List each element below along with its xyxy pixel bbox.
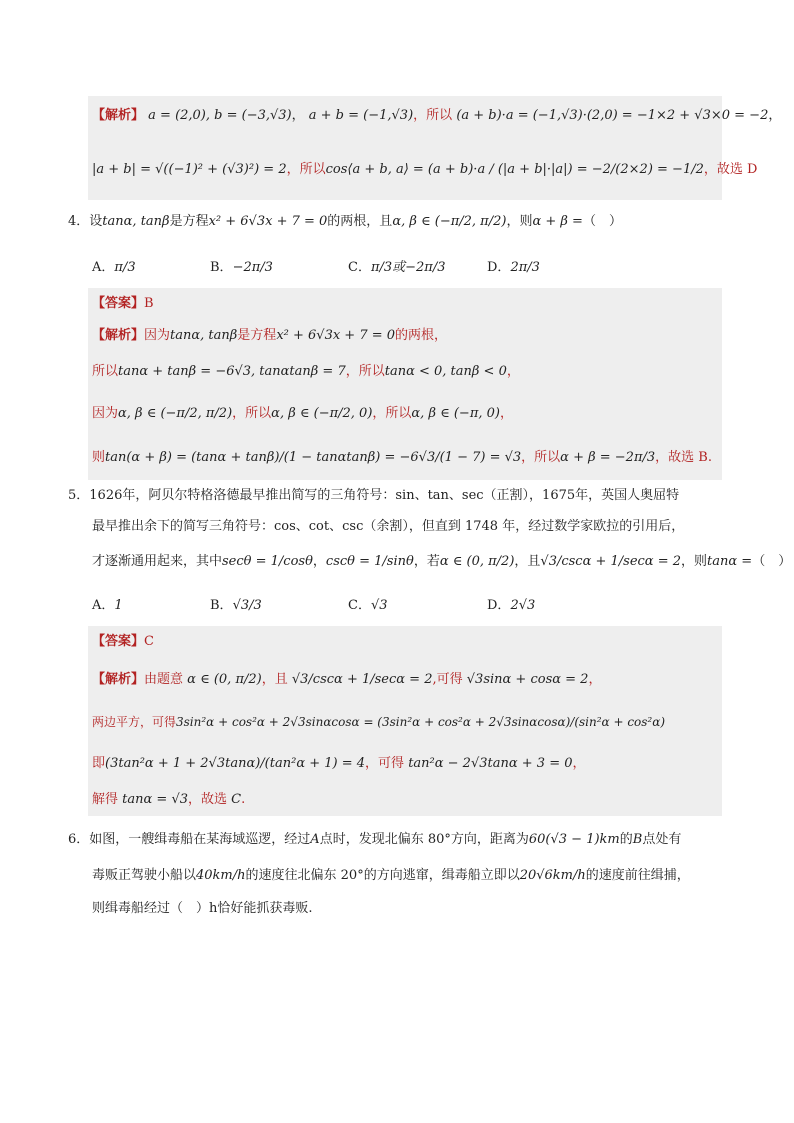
math: 60(√3 − 1)km xyxy=(528,832,620,847)
math: √3/cscα + 1/secα = 2 xyxy=(540,554,682,569)
text: ,可得 xyxy=(432,672,463,687)
text: ， xyxy=(312,554,326,569)
option-value: 1 xyxy=(114,598,123,613)
option-a xyxy=(92,596,123,616)
text: ， xyxy=(499,406,513,421)
question-6-line2 xyxy=(92,866,690,886)
math: tan(α + β) = (tanα + tanβ)/(1 − tanαtanβ) = −6√3/(1 − 7) = √3 xyxy=(105,450,522,465)
math: tanα, tanβ xyxy=(102,214,170,229)
text: 则缉毒船经过（ ）h恰好能抓获毒贩. xyxy=(92,901,313,916)
text: 如图，一艘缉毒船在某海域巡逻，经过 xyxy=(89,832,311,847)
analysis-q5-line3 xyxy=(92,754,586,774)
question-5-line1 xyxy=(68,486,679,506)
text: 因为 xyxy=(144,328,171,343)
text: ，则 xyxy=(506,214,533,229)
analysis-q4-line3 xyxy=(92,404,513,424)
text: 的两根，且 xyxy=(327,214,393,229)
analysis-tag: 【解析】 xyxy=(92,108,145,123)
analysis-tag: 【解析】 xyxy=(92,328,145,343)
analysis-q4-line1 xyxy=(92,326,447,346)
analysis-q4-line4 xyxy=(92,448,712,468)
text: 由题意 xyxy=(144,672,184,687)
analysis-q4-line2 xyxy=(92,362,520,382)
math: α + β = xyxy=(532,214,583,229)
analysis-q5-line1 xyxy=(92,670,601,690)
text: 是方程 xyxy=(237,328,277,343)
text: ，所以 xyxy=(521,450,561,465)
question-5-line3 xyxy=(92,552,791,572)
math: tanα, tanβ xyxy=(170,328,238,343)
option-d xyxy=(487,596,535,616)
analysis-q3-line2 xyxy=(92,160,757,180)
option-value: 2√3 xyxy=(510,598,536,613)
math: α, β ∈ (−π/2, 0) xyxy=(271,406,373,421)
math: α, β ∈ (−π, 0) xyxy=(411,406,500,421)
answer-value: B xyxy=(144,296,154,311)
math-sum: a + b = (−1,√3) xyxy=(308,108,414,123)
option-b xyxy=(210,258,273,278)
text: ，所以 xyxy=(372,406,412,421)
analysis-q5-line2 xyxy=(92,712,665,732)
option-a xyxy=(92,258,136,278)
text: （ ） xyxy=(752,554,792,569)
text: ， xyxy=(588,672,602,687)
question-5-line2 xyxy=(92,517,684,537)
math: x² + 6√3x + 7 = 0 xyxy=(208,214,328,229)
question-number: 6． xyxy=(68,832,90,847)
text: 设 xyxy=(89,214,103,229)
math: tanα < 0, tanβ < 0 xyxy=(384,364,507,379)
math: α + β = −2π/3 xyxy=(560,450,656,465)
answer-q5 xyxy=(92,632,154,652)
text: 因为 xyxy=(92,406,119,421)
answer-tag: 【答案】 xyxy=(92,296,145,311)
option-value: π/3或−2π/3 xyxy=(370,260,446,275)
text: 毒贩正驾驶小船以 xyxy=(92,868,197,883)
math: tanα + tanβ = −6√3, tanαtanβ = 7 xyxy=(118,364,346,379)
question-4-stem xyxy=(68,212,622,232)
math: α ∈ (0, π/2) xyxy=(187,672,262,687)
question-6-line3 xyxy=(92,899,313,919)
text: 则 xyxy=(92,450,106,465)
text: 解得 xyxy=(92,792,119,807)
math: A xyxy=(310,832,320,847)
answer-value: C xyxy=(144,634,154,649)
text: ，所以 xyxy=(345,364,385,379)
math: tan²α − 2√3tanα + 3 = 0 xyxy=(408,756,573,771)
text: ， xyxy=(506,364,520,379)
option-d xyxy=(487,258,540,278)
text: 才逐渐通用起来，其中 xyxy=(92,554,223,569)
math: tanα = xyxy=(707,554,753,569)
text: ，且 xyxy=(514,554,541,569)
analysis-tag: 【解析】 xyxy=(92,672,145,687)
text: ，若 xyxy=(413,554,440,569)
option-value: √3 xyxy=(370,598,388,613)
option-label: A． xyxy=(92,598,115,613)
analysis-q3-line1: 【解析】 a = (2,0), b = (−3,√3)， a + b = (−1,√3)，所以 (a + b)·a = (−1,√3)·(2,0) = −1×2 + √3×0 = −2， xyxy=(92,108,782,123)
option-label: D． xyxy=(487,598,511,613)
option-value: −2π/3 xyxy=(232,260,273,275)
text: 的 xyxy=(619,832,633,847)
answer-q4 xyxy=(92,294,154,314)
option-label: C． xyxy=(348,260,371,275)
text: ，则 xyxy=(681,554,708,569)
option-value: √3/3 xyxy=(232,598,262,613)
math: 40km/h xyxy=(196,868,246,883)
math: √3/cscα + 1/secα = 2 xyxy=(291,672,433,687)
math: B xyxy=(632,832,643,847)
text: ，故选 B. xyxy=(655,450,712,465)
option-label: C． xyxy=(348,598,371,613)
text: （ ） xyxy=(582,214,622,229)
math: 3sin²α + cos²α + 2√3sinαcosα = (3sin²α + cos²α + 2√3sinαcosα)/(sin²α + cos²α) xyxy=(176,715,666,729)
option-c xyxy=(348,258,446,278)
math: α, β ∈ (−π/2, π/2) xyxy=(118,406,233,421)
text: 最早推出余下的简写三角符号：cos、cot、csc（余割），但直到 1748 年，经过数学家欧拉的引用后， xyxy=(92,519,685,534)
answer-choice: ，故选 D xyxy=(703,162,758,177)
math: C xyxy=(231,792,242,807)
text: ，且 xyxy=(261,672,288,687)
text: 的速度前往缉捕， xyxy=(585,868,690,883)
option-label: A． xyxy=(92,260,115,275)
text: ， xyxy=(572,756,586,771)
text: 的速度往北偏东 20°的方向逃窜，缉毒船立即以 xyxy=(245,868,520,883)
question-number: 5． xyxy=(68,488,90,503)
text: 是方程 xyxy=(169,214,209,229)
text: 点处有 xyxy=(642,832,682,847)
math-norm: |a + b| = √((−1)² + (√3)²) = 2 xyxy=(92,162,287,177)
text: ，所以 xyxy=(286,162,326,177)
text: 的两根， xyxy=(395,328,448,343)
option-c xyxy=(348,596,388,616)
option-value: 2π/3 xyxy=(510,260,540,275)
text: ，可得 xyxy=(365,756,405,771)
text: 1626年，阿贝尔特格洛德最早推出简写的三角符号：sin、tan、sec（正割），1675年，英国人奥屈特 xyxy=(89,488,680,503)
analysis-q5-line4 xyxy=(92,790,245,810)
text: 两边平方，可得 xyxy=(92,715,177,729)
math: 20√6km/h xyxy=(519,868,586,883)
answer-tag: 【答案】 xyxy=(92,634,145,649)
option-value: π/3 xyxy=(114,260,136,275)
option-label: B． xyxy=(210,260,233,275)
text: ，所以 xyxy=(413,108,453,123)
text: ，故选 xyxy=(188,792,228,807)
math: (3tan²α + 1 + 2√3tanα)/(tan²α + 1) = 4 xyxy=(105,756,366,771)
text: 所以 xyxy=(92,364,119,379)
math: tanα = √3 xyxy=(122,792,188,807)
question-6-line1 xyxy=(68,830,681,850)
math: cscθ = 1/sinθ xyxy=(325,554,414,569)
option-label: D． xyxy=(487,260,511,275)
math-cos: cos⟨a + b, a⟩ = (a + b)·a / (|a + b|·|a|) = −2/(2×2) = −1/2 xyxy=(325,162,704,177)
text: ，所以 xyxy=(232,406,272,421)
question-number: 4． xyxy=(68,214,90,229)
text: 即 xyxy=(92,756,106,771)
math-dot: (a + b)·a = (−1,√3)·(2,0) = −1×2 + √3×0 = −2 xyxy=(456,108,769,123)
text: 点时，发现北偏东 80°方向，距离为 xyxy=(319,832,529,847)
math: √3sinα + cosα = 2 xyxy=(466,672,589,687)
option-label: B． xyxy=(210,598,233,613)
text: . xyxy=(241,792,246,807)
math: x² + 6√3x + 7 = 0 xyxy=(276,328,396,343)
math: α, β ∈ (−π/2, π/2) xyxy=(392,214,507,229)
math: secθ = 1/cosθ xyxy=(222,554,313,569)
math: α ∈ (0, π/2) xyxy=(439,554,515,569)
option-b xyxy=(210,596,262,616)
math-vectors: a = (2,0), b = (−3,√3) xyxy=(148,108,292,123)
